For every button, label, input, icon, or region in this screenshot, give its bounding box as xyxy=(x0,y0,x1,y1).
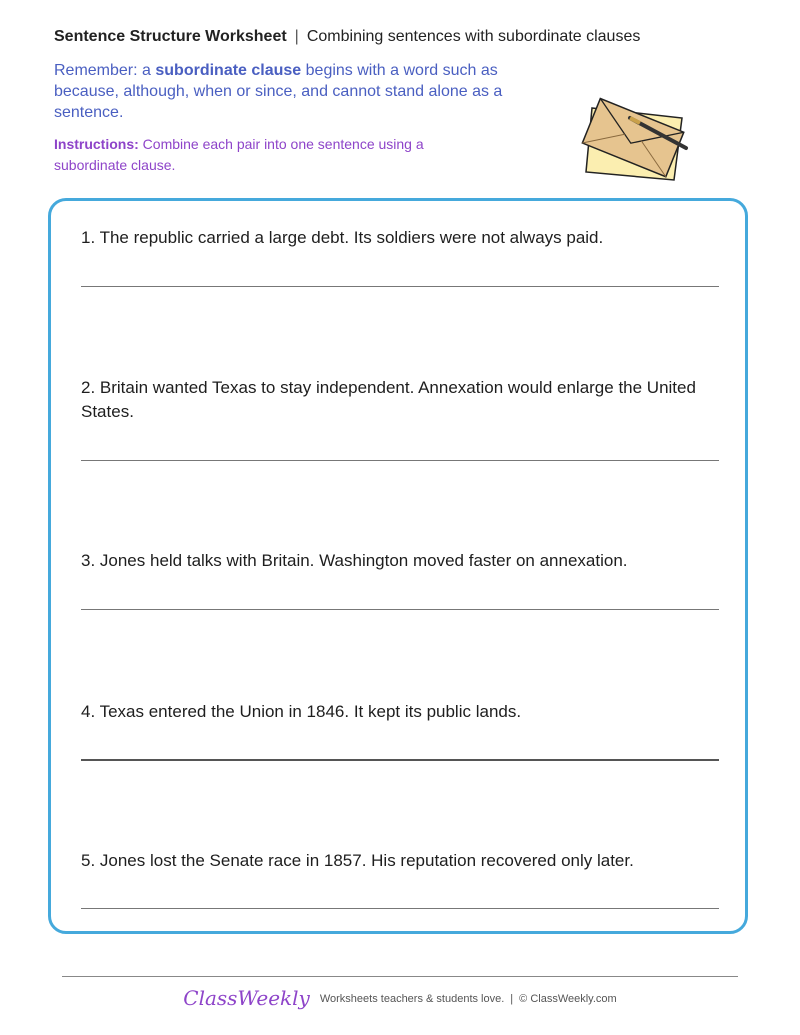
answer-line-5[interactable] xyxy=(81,908,719,909)
remember-note xyxy=(54,60,534,123)
question-4: 4. Texas entered the Union in 1846. It kept its public lands. xyxy=(81,702,522,721)
question-2: 2. Britain wanted Texas to stay independent. Annexation would enlarge the United States. xyxy=(81,378,696,421)
footer xyxy=(0,986,800,1010)
instructions xyxy=(54,134,494,176)
brand-logo: ClassWeekly xyxy=(183,986,310,1010)
footer-divider xyxy=(62,976,738,977)
worksheet-title: Sentence Structure Worksheet xyxy=(54,28,287,45)
question-3: 3. Jones held talks with Britain. Washington moved faster on annexation. xyxy=(81,551,628,570)
answer-line-3[interactable] xyxy=(81,609,719,610)
worksheet-subtitle: Combining sentences with subordinate clauses xyxy=(306,28,641,45)
answer-line-1[interactable] xyxy=(81,286,719,287)
footer-separator: | xyxy=(510,993,514,1005)
remember-term: subordinate clause xyxy=(155,62,302,79)
remember-suffix: begins with a word such as because, although, when or since, and cannot stand alone as a sentence. xyxy=(54,62,503,121)
footer-copyright: © ClassWeekly.com xyxy=(519,993,617,1005)
worksheet-header xyxy=(54,28,640,46)
header-separator: | xyxy=(294,28,299,45)
question-5: 5. Jones lost the Senate race in 1857. His reputation recovered only later. xyxy=(81,851,634,870)
footer-tagline: Worksheets teachers & students love. xyxy=(319,993,505,1005)
envelope-with-pen-icon xyxy=(578,92,690,182)
answer-line-2[interactable] xyxy=(81,460,719,461)
answer-line-4[interactable] xyxy=(81,759,719,761)
instructions-text: Combine each pair into one sentence using a subordinate clause. xyxy=(54,136,424,173)
question-1: 1. The republic carried a large debt. Its soldiers were not always paid. xyxy=(81,228,604,247)
instructions-label: Instructions: xyxy=(54,136,139,152)
remember-prefix: Remember: a xyxy=(54,62,156,79)
